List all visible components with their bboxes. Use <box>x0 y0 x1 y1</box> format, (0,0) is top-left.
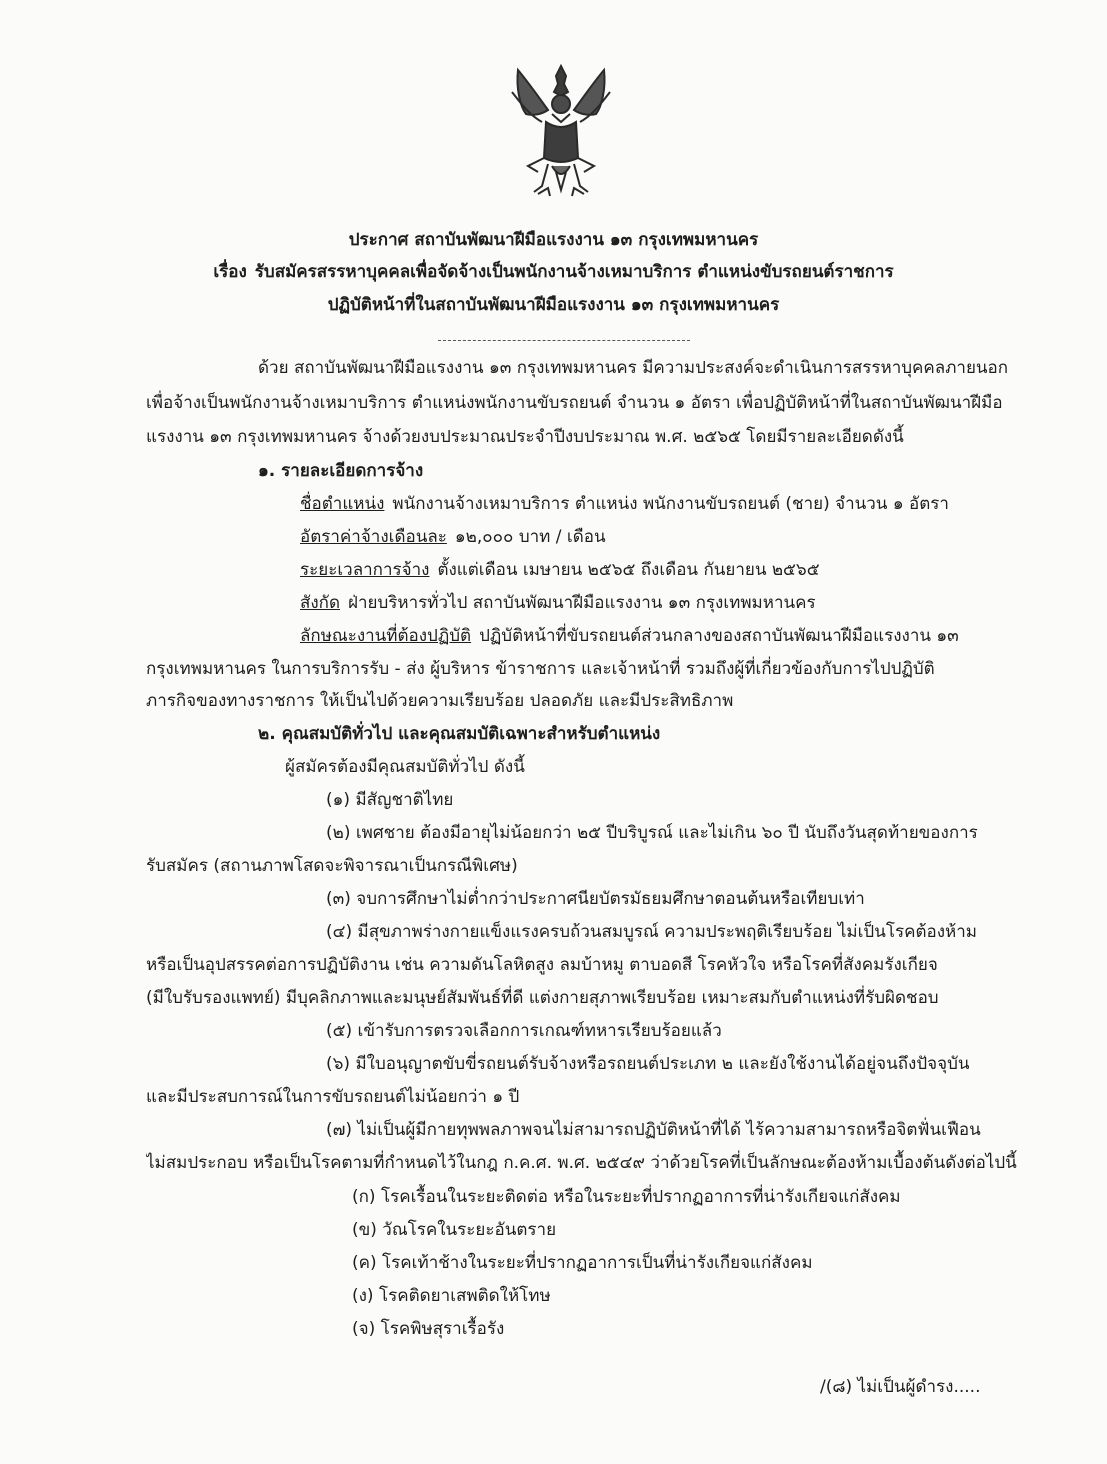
wage-row <box>300 524 606 551</box>
period-value: ตั้งแต่เดือน เมษายน ๒๕๖๕ ถึงเดือน กันยายน ๒๕๖๕ <box>437 560 820 580</box>
qualification-6-cont: และมีประสบการณ์ในการขับรถยนต์ไม่น้อยกว่า ๑ ปี <box>146 1087 520 1107</box>
qualification-2-cont: รับสมัคร (สถานภาพโสดจะพิจารณาเป็นกรณีพิเศษ) <box>146 856 518 876</box>
continuation-note: /(๘) ไม่เป็นผู้ดำรง..... <box>820 1377 981 1397</box>
subject-prefix: เรื่อง <box>213 262 247 282</box>
disease-item: (ข) วัณโรคในระยะอันตราย <box>352 1220 557 1240</box>
intro-line-2: เพื่อจ้างเป็นพนักงานจ้างเหมาบริการ ตำแหน่งพนักงานขับรถยนต์ จำนวน ๑ อัตรา เพื่อปฏิบัติหน้าที่ในสถาบันพัฒนาฝีมือ <box>146 393 1003 413</box>
garuda-emblem-icon <box>498 62 624 200</box>
disease-item: (จ) โรคพิษสุราเรื้อรัง <box>352 1319 505 1339</box>
unit-row <box>300 590 816 617</box>
title-divider <box>438 340 690 341</box>
qualification-2: (๒) เพศชาย ต้องมีอายุไม่น้อยกว่า ๒๕ ปีบริบูรณ์ และไม่เกิน ๖๐ ปี นับถึงวันสุดท้ายของการ <box>326 823 978 843</box>
wage-value: ๑๒,๐๐๐ บาท / เดือน <box>454 527 606 547</box>
subject-text: รับสมัครสรรหาบุคคลเพื่อจัดจ้างเป็นพนักงานจ้างเหมาบริการ ตำแหน่งขับรถยนต์ราชการ <box>254 262 894 282</box>
intro-line-1: ด้วย สถาบันพัฒนาฝีมือแรงงาน ๑๓ กรุงเทพมหานคร มีความประสงค์จะดำเนินการสรรหาบุคคลภายนอก <box>258 358 1009 378</box>
qualification-1: (๑) มีสัญชาติไทย <box>326 790 454 810</box>
announcement-subject <box>120 260 987 284</box>
duty-row <box>300 623 959 650</box>
position-value: พนักงานจ้างเหมาบริการ ตำแหน่ง พนักงานขับรถยนต์ (ชาย) จำนวน ๑ อัตรา <box>392 494 949 514</box>
qualification-6: (๖) มีใบอนุญาตขับขี่รถยนต์รับจ้างหรือรถยนต์ประเภท ๒ และยังใช้งานได้อยู่จนถึงปัจจุบัน <box>326 1054 970 1074</box>
unit-value: ฝ่ายบริหารทั่วไป สถาบันพัฒนาฝีมือแรงงาน ๑๓ กรุงเทพมหานคร <box>348 593 816 613</box>
announcement-subject-line2: ปฏิบัติหน้าที่ในสถาบันพัฒนาฝีมือแรงงาน ๑๓ กรุงเทพมหานคร <box>327 295 780 315</box>
duty-line-2: กรุงเทพมหานคร ในการบริการรับ - ส่ง ผู้บริหาร ข้าราชการ และเจ้าหน้าที่ รวมถึงผู้ที่เกี่ยวข้องกับการไปปฏิบัติ <box>146 659 935 679</box>
qualification-lead: ผู้สมัครต้องมีคุณสมบัติทั่วไป ดังนี้ <box>285 757 525 777</box>
qualification-4: (๔) มีสุขภาพร่างกายแข็งแรงครบถ้วนสมบูรณ์ ความประพฤติเรียบร้อย ไม่เป็นโรคต้องห้าม <box>326 922 977 942</box>
disease-item: (ก) โรคเรื้อนในระยะติดต่อ หรือในระยะที่ปรากฏอาการที่น่ารังเกียจแก่สังคม <box>352 1187 901 1207</box>
period-row <box>300 557 820 584</box>
disease-item: (ง) โรคติดยาเสพติดให้โทษ <box>352 1286 551 1306</box>
duty-label: ลักษณะงานที่ต้องปฏิบัติ <box>300 626 472 646</box>
duty-line-3: ภารกิจของทางราชการ ให้เป็นไปด้วยความเรียบร้อย ปลอดภัย และมีประสิทธิภาพ <box>146 691 734 711</box>
position-row <box>300 491 949 518</box>
unit-label: สังกัด <box>300 593 341 613</box>
section-2-heading: ๒. คุณสมบัติทั่วไป และคุณสมบัติเฉพาะสำหรับตำแหน่ง <box>258 724 661 744</box>
wage-label: อัตราค่าจ้างเดือนละ <box>300 527 447 547</box>
qualification-7: (๗) ไม่เป็นผู้มีกายทุพพลภาพจนไม่สามารถปฏิบัติหน้าที่ได้ ไร้ความสามารถหรือจิตฟั่นเฟือน <box>326 1120 981 1140</box>
announcement-title: ประกาศ สถาบันพัฒนาฝีมือแรงงาน ๑๓ กรุงเทพมหานคร <box>348 230 759 250</box>
disease-item: (ค) โรคเท้าช้างในระยะที่ปรากฏอาการเป็นที่น่ารังเกียจแก่สังคม <box>352 1253 813 1273</box>
qualification-3: (๓) จบการศึกษาไม่ต่ำกว่าประกาศนียบัตรมัธยมศึกษาตอนต้นหรือเทียบเท่า <box>326 889 865 909</box>
duty-value: ปฏิบัติหน้าที่ขับรถยนต์ส่วนกลางของสถาบันพัฒนาฝีมือแรงงาน ๑๓ <box>479 626 959 646</box>
intro-line-3: แรงงาน ๑๓ กรุงเทพมหานคร จ้างด้วยงบประมาณประจำปีงบประมาณ พ.ศ. ๒๕๖๕ โดยมีรายละเอียดดังนี้ <box>146 427 904 447</box>
period-label: ระยะเวลาการจ้าง <box>300 560 430 580</box>
qualification-7-cont: ไม่สมประกอบ หรือเป็นโรคตามที่กำหนดไว้ในกฎ ก.ค.ศ. พ.ศ. ๒๕๔๙ ว่าด้วยโรคที่เป็นลักษณะต้องห้ามเบื้องต้นดังต่อไปนี้ <box>146 1153 1017 1173</box>
section-1-heading: ๑. รายละเอียดการจ้าง <box>258 461 424 481</box>
qualification-4-cont2: (มีใบรับรองแพทย์) มีบุคลิกภาพและมนุษย์สัมพันธ์ที่ดี แต่งกายสุภาพเรียบร้อย เหมาะสมกับตำแหน่งที่รับผิดชอบ <box>146 988 939 1008</box>
position-label: ชื่อตำแหน่ง <box>300 494 385 514</box>
qualification-5: (๕) เข้ารับการตรวจเลือกการเกณฑ์ทหารเรียบร้อยแล้ว <box>326 1021 722 1041</box>
qualification-4-cont: หรือเป็นอุปสรรคต่อการปฏิบัติงาน เช่น ความดันโลหิตสูง ลมบ้าหมู ตาบอดสี โรคหัวใจ หรือโรคที่สังคมรังเกียจ <box>146 955 938 975</box>
